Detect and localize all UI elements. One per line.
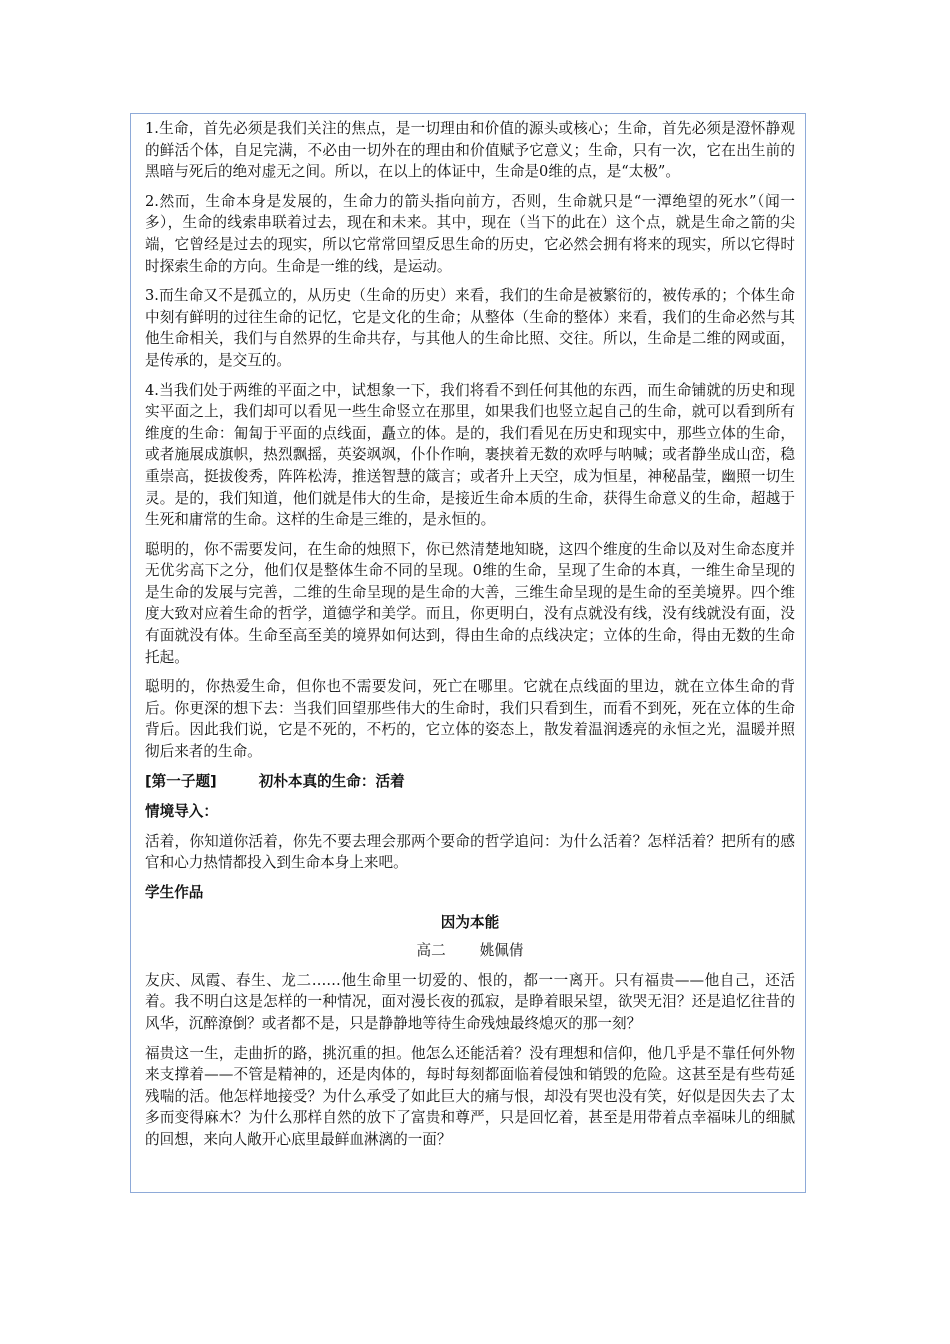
subtopic-heading (145, 771, 795, 793)
works-heading: 学生作品 (145, 883, 204, 901)
scenario-text: 活着，你知道你活着，你先不要去理会那两个要命的哲学追问：为什么活着？怎样活着？把所有的感官和心力热情都投入到生命本身上来吧。 (145, 832, 795, 872)
paragraph-summary: 聪明的，你不需要发问，在生命的烛照下，你已然清楚地知晓，这四个维度的生命以及对生命态度并无优劣高下之分，他们仅是整体生命不同的呈现。0维的生命，呈现了生命的本真，一维生命呈现的是生命的发展与完善，二维的生命呈现的是生命的大善，三维生命呈现的是生命的至美境界。四个维度大致对应着生命的哲学，道德学和美学。而且，你更明白，没有点就没有线，没有线就没有面，没有面就没有体。生命至高至美的境界如何达到，得由生命的点线决定；立体的生命，得由无数的生命托起。 (145, 540, 795, 666)
subtopic-title: 初朴本真的生命：活着 (258, 772, 405, 790)
essay-paragraph: 福贵这一生，走曲折的路，挑沉重的担。他怎么还能活着？没有理想和信仰，他几乎是不靠任何外物来支撑着——不管是精神的，还是肉体的，每时每刻都面临着侵蚀和销毁的危险。这甚至是有些苟延残喘的活。他怎样地接受？为什么承受了如此巨大的痛与恨，却没有哭也没有笑，好似是因失去了太多而变得麻木？为什么那样自然的放下了富贵和尊严，只是回忆着，甚至是用带着点幸福味儿的细腻的回想，来向人敞开心底里最鲜血淋漓的一面？ (145, 1044, 795, 1148)
paragraph-solid: 4.当我们处于两维的平面之中，试想象一下，我们将看不到任何其他的东西，而生命铺就的历史和现实平面之上，我们却可以看见一些生命竖立在那里，如果我们也竖立起自己的生命，就可以看到所有维度的生命：匍匐于平面的点线面，矗立的体。是的，我们看见在历史和现实中，那些立体的生命，或者施展成旗帜，热烈飘摇，英姿飒飒，仆仆作响，裹挟着无数的欢呼与呐喊；或者静坐成山峦，稳重崇高，挺拔俊秀，阵阵松涛，推送智慧的箴言；或者升上天空，成为恒星，神秘晶莹，幽照一切生灵。是的，我们知道，他们就是伟大的生命，是接近生命本质的生命，获得生命意义的生命，超越于生死和庸常的生命。这样的生命是三维的，是永恒的。 (145, 381, 795, 529)
essay-paragraph: 友庆、凤霞、春生、龙二……他生命里一切爱的、恨的，都一一离开。只有福贵——他自己，还活着。我不明白这是怎样的一种情况，面对漫长夜的孤寂，是睁着眼呆望，欲哭无泪？还是追忆往昔的风华，沉醉潦倒？或者都不是，只是静静地等待生命残烛最终熄灭的那一刻？ (145, 971, 795, 1032)
paragraph-death: 聪明的，你热爱生命，但你也不需要发问，死亡在哪里。它就在点线面的里边，就在立体生命的背后。你更深的想下去：当我们回望那些伟大的生命时，我们只看到生，而看不到死，死在立体的生命背后。因此我们说，它是不死的，不朽的，它立体的姿态上，散发着温润透亮的永恒之光，温暖并照彻后来者的生命。 (145, 678, 795, 761)
subtopic-label: [第一子题] (145, 772, 217, 790)
essay-title: 因为本能 (440, 913, 500, 931)
essay-byline (145, 940, 795, 962)
paragraph-line: 2.然而，生命本身是发展的，生命力的箭头指向前方，否则，生命就只是“一潭绝望的死水”（闻一多），生命的线索串联着过去，现在和未来。其中，现在（当下的此在）这个点，就是生命之箭的尖端，它曾经是过去的现实，所以它常常回望反思生命的历史，它必然会拥有将来的现实，所以它得时时探索生命的方向。生命是一维的线，是运动。 (145, 192, 795, 275)
essay-grade: 高二 (416, 941, 446, 959)
essay-author: 姚佩倩 (479, 941, 524, 959)
paragraph-point: 1.生命，首先必须是我们关注的焦点，是一切理由和价值的源头或核心；生命，首先必须是澄怀静观的鲜活个体，自足完满，不必由一切外在的理由和价值赋予它意义；生命，只有一次，它在出生前的黑暗与死后的绝对虚无之间。所以，在以上的体证中，生命是0维的点，是“太极”。 (145, 120, 795, 181)
content-frame (130, 113, 806, 1193)
scenario-heading: 情境导入： (145, 802, 218, 820)
paragraph-plane: 3.而生命又不是孤立的，从历史（生命的历史）来看，我们的生命是被繁衍的，被传承的；个体生命中刻有鲜明的过往生命的记忆，它是文化的生命；从整体（生命的整体）来看，我们的生命必然与其他生命相关，我们与自然界的生命共存，与其他人的生命比照、交往。所以，生命是二维的网或面，是传承的，是交互的。 (145, 287, 795, 369)
